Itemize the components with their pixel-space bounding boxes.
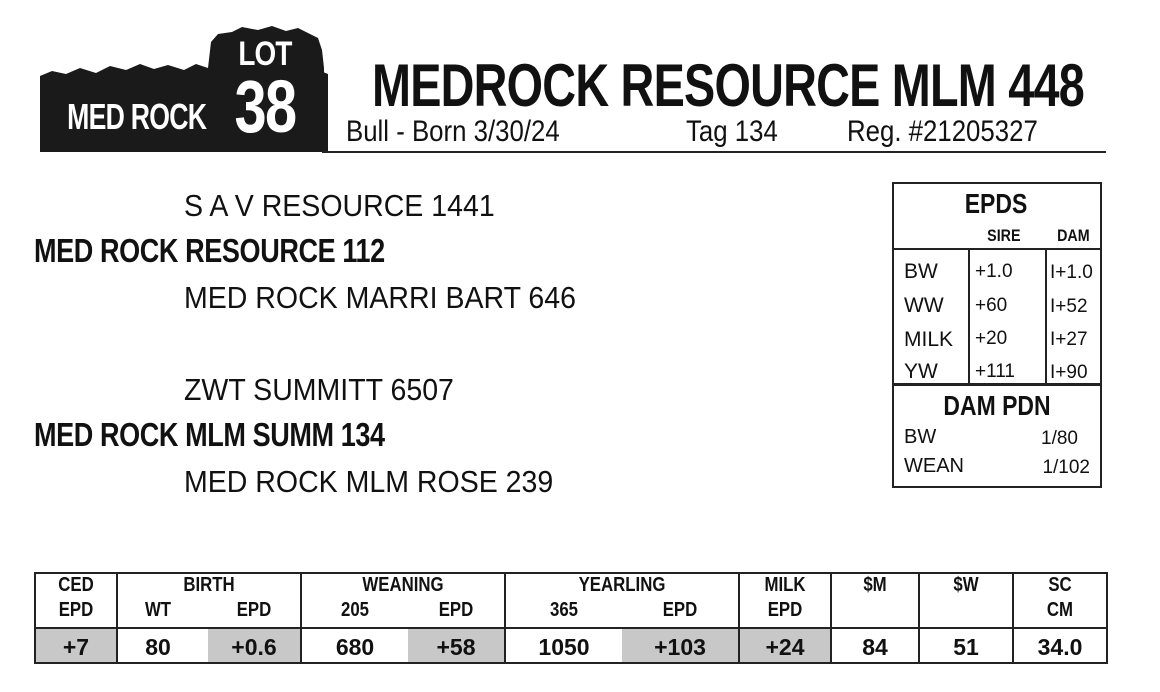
- value-dollar-m: 84: [862, 634, 888, 660]
- header-yearling: YEARLING: [578, 574, 666, 596]
- header-weaning: WEANING: [362, 574, 444, 596]
- header-sc: SC: [1048, 574, 1072, 596]
- header-divider: [322, 151, 1106, 153]
- epd-row-label: WW: [904, 294, 944, 317]
- header-birth: BIRTH: [183, 574, 235, 596]
- value-dollar-w: 51: [953, 634, 979, 660]
- epd-row-label: YW: [904, 360, 938, 383]
- epd-title: EPDS: [964, 188, 1028, 219]
- subheader-birth-wt: WT: [144, 599, 172, 621]
- dam-pdn-title: DAM PDN: [943, 390, 1051, 421]
- value-wean-205: 680: [335, 634, 375, 660]
- pedigree-sire-dam: MED ROCK MARRI BART 646: [184, 280, 576, 315]
- epd-sire-value: +111: [975, 361, 1015, 382]
- subheader-birth-epd: EPD: [236, 599, 272, 621]
- epd-sire-value: +60: [975, 295, 1008, 316]
- header-dollar-m: $M: [863, 574, 887, 596]
- lot-number: 38: [234, 65, 296, 148]
- subheader-wean-205: 205: [340, 599, 370, 621]
- value-sc-cm: 34.0: [1037, 634, 1083, 660]
- subheader-year-epd: EPD: [662, 599, 698, 621]
- pedigree-sire-sire: S A V RESOURCE 1441: [184, 188, 495, 223]
- subheader-sc-cm: CM: [1046, 599, 1074, 621]
- lot-label: LOT: [238, 35, 292, 73]
- subheader-milk-epd: EPD: [767, 599, 803, 621]
- epd-row-label: MILK: [904, 328, 954, 351]
- value-birth-wt: 80: [145, 634, 171, 660]
- epd-col-dam: DAM: [1057, 226, 1090, 245]
- sex-birthdate: Bull - Born 3/30/24: [346, 115, 560, 148]
- registration-number: Reg. #21205327: [847, 115, 1038, 148]
- epd-sire-value: +1.0: [975, 261, 1013, 282]
- pdn-row-label: BW: [904, 426, 937, 448]
- header-dollar-w: $W: [953, 574, 979, 596]
- epd-column-line: [968, 250, 970, 383]
- subheader-year-365: 365: [549, 599, 579, 621]
- table-row-divider: [36, 627, 1106, 629]
- pdn-row-value: 1/80: [1041, 428, 1078, 449]
- header-ced: CED: [58, 574, 94, 596]
- value-birth-epd: +0.6: [231, 634, 277, 660]
- tag-number: Tag 134: [686, 115, 778, 148]
- value-milk-epd: +24: [765, 634, 805, 660]
- logo-brand-text: MED ROCK: [67, 96, 207, 137]
- value-ced-epd: +7: [62, 634, 90, 660]
- epd-dam-value: I+1.0: [1050, 262, 1093, 283]
- pedigree-dam-dam: MED ROCK MLM ROSE 239: [184, 464, 554, 499]
- epd-dam-value: I+90: [1050, 362, 1088, 383]
- value-year-365: 1050: [538, 634, 590, 660]
- pedigree-dam-sire: ZWT SUMMITT 6507: [184, 372, 454, 407]
- epd-dam-value: I+27: [1050, 329, 1088, 350]
- epd-dam-value: I+52: [1050, 296, 1088, 317]
- epd-column-line: [1045, 250, 1047, 383]
- epd-divider: [894, 248, 1100, 250]
- pedigree-sire: MED ROCK RESOURCE 112: [34, 232, 385, 269]
- pdn-row-value: 1/102: [1042, 457, 1090, 478]
- pdn-row-label: WEAN: [904, 455, 964, 477]
- pedigree-dam: MED ROCK MLM SUMM 134: [34, 416, 385, 453]
- epd-row-label: BW: [904, 260, 938, 283]
- value-wean-epd: +58: [436, 634, 476, 660]
- subheader-ced-epd: EPD: [58, 599, 94, 621]
- value-year-epd: +103: [654, 634, 706, 660]
- epd-col-sire: SIRE: [987, 226, 1021, 245]
- subheader-wean-epd: EPD: [438, 599, 474, 621]
- animal-name: MEDROCK RESOURCE MLM 448: [372, 52, 1084, 119]
- epd-pdn-divider: [894, 383, 1100, 386]
- epd-sire-value: +20: [975, 328, 1008, 349]
- header-milk: MILK: [764, 574, 806, 596]
